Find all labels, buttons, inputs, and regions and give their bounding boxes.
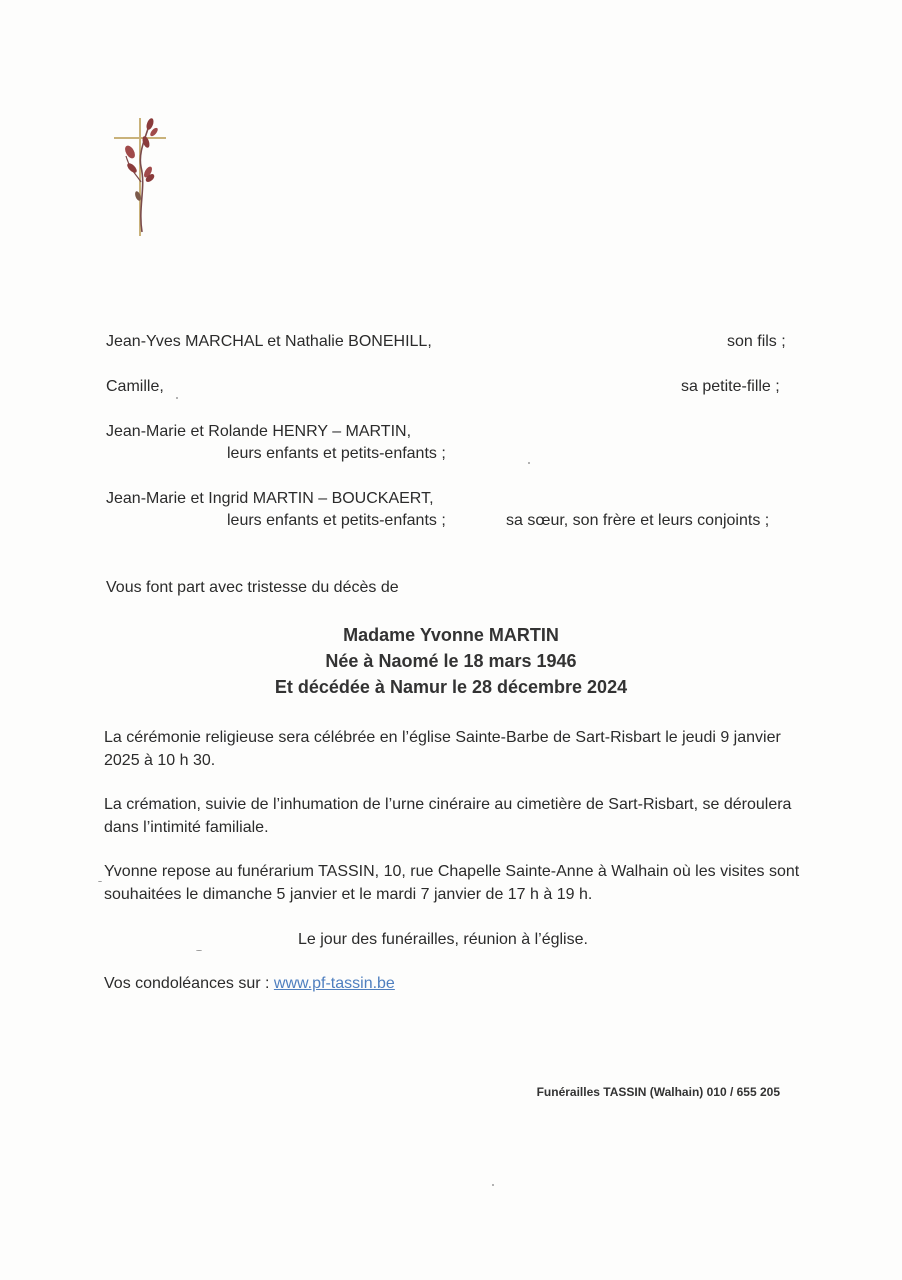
scan-speck <box>492 1184 494 1186</box>
meeting-text: Le jour des funérailles, réunion à l’église. <box>298 931 588 948</box>
scan-speck <box>196 950 202 951</box>
deceased-death: Et décédée à Namur le 28 décembre 2024 <box>274 677 628 697</box>
deceased-name: Madame Yvonne MARTIN <box>343 625 559 645</box>
scan-speck <box>98 881 102 882</box>
family-line-3-sub: leurs enfants et petits-enfants ; <box>227 445 446 462</box>
family-line-2-relation: sa petite-fille ; <box>681 378 780 395</box>
funeral-home-footer: Funérailles TASSIN (Walhain) 010 / 655 205 <box>536 1085 780 1099</box>
deceased-announcement <box>0 622 902 700</box>
family-line-2-names: Camille, <box>106 378 164 395</box>
family-line-1-names: Jean-Yves MARCHAL et Nathalie BONEHILL, <box>106 333 432 350</box>
family-line-3-names: Jean-Marie et Rolande HENRY – MARTIN, <box>106 423 412 440</box>
cross-flower-icon <box>108 112 174 242</box>
condolences-link[interactable]: www.pf-tassin.be <box>273 975 395 992</box>
condolences-label: Vos condoléances sur : <box>104 975 270 992</box>
cremation-paragraph: La crémation, suivie de l’inhumation de l’urne cinéraire au cimetière de Sart-Risbart, se déroulera dans l’intimité familiale. <box>104 796 792 836</box>
deceased-birth: Née à Naomé le 18 mars 1946 <box>325 651 577 671</box>
scan-speck <box>176 397 178 399</box>
family-line-4-sub: leurs enfants et petits-enfants ; <box>227 512 446 529</box>
condolences-line <box>104 973 395 995</box>
visits-paragraph: Yvonne repose au funérarium TASSIN, 10, rue Chapelle Sainte-Anne à Walhain où les visites sont souhaitées le dimanche 5 janvier et le mardi 7 janvier de 17 h à 19 h. <box>104 863 800 903</box>
intro-text: Vous font part avec tristesse du décès de <box>106 579 399 596</box>
scan-speck <box>528 462 530 464</box>
family-line-4-names: Jean-Marie et Ingrid MARTIN – BOUCKAERT, <box>106 490 434 507</box>
ceremony-paragraph: La cérémonie religieuse sera célébrée en l’église Sainte-Barbe de Sart-Risbart le jeudi 9 janvier 2025 à 10 h 30. <box>104 729 781 769</box>
family-line-4-relation: sa sœur, son frère et leurs conjoints ; <box>506 512 770 529</box>
family-line-1-relation: son fils ; <box>727 333 786 350</box>
